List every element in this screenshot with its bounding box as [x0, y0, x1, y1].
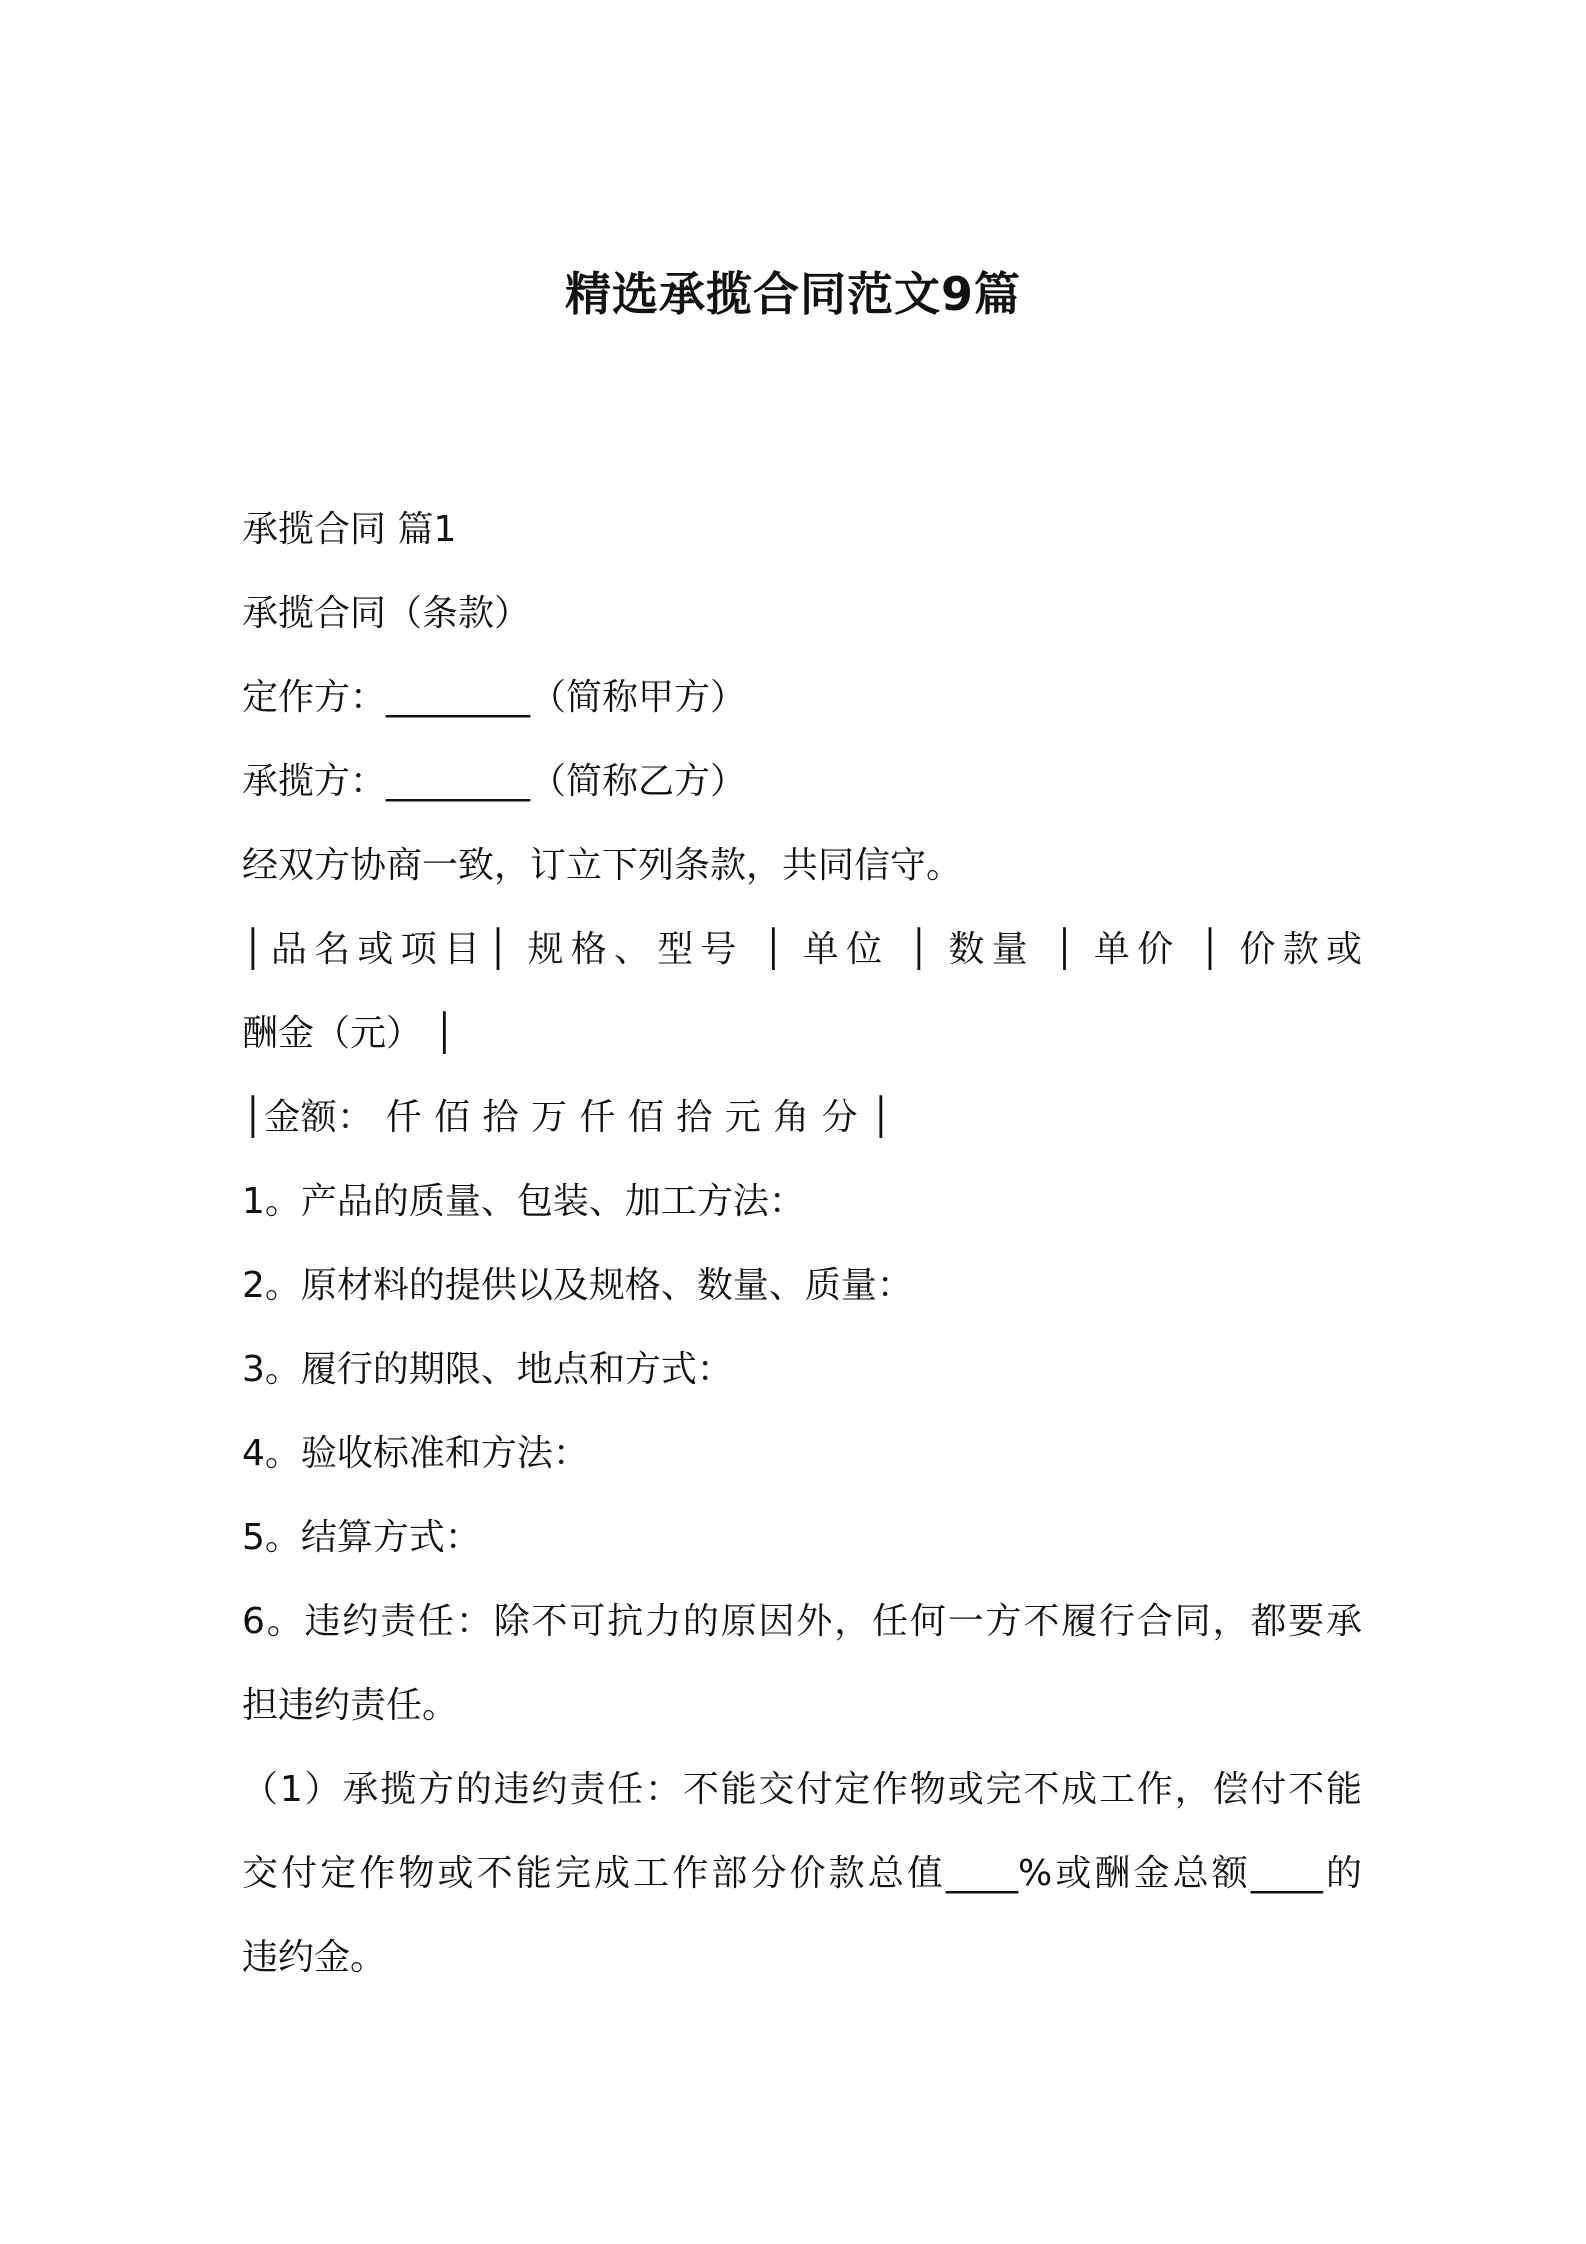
clause-6-line-1: 6。违约责任：除不可抗力的原因外，任何一方不履行合同，都要承	[242, 1601, 1362, 1642]
clause-1: 1。产品的质量、包装、加工方法：	[242, 1181, 805, 1222]
clause-6-sub-1-line-2: 交付定作物或不能完成工作部分价款总值____%或酬金总额____的	[242, 1853, 1362, 1894]
table-header-continuation: 酬金（元） │	[242, 1013, 456, 1054]
section-heading: 承揽合同 篇1	[242, 509, 457, 550]
party-a-line: 定作方：________（简称甲方）	[242, 677, 747, 718]
clause-2: 2。原材料的提供以及规格、数量、质量：	[242, 1265, 913, 1306]
clause-5: 5。结算方式：	[242, 1517, 481, 1558]
clause-6-line-2: 担违约责任。	[242, 1685, 459, 1726]
document-title: 精选承揽合同范文9篇	[564, 267, 1021, 321]
clause-6-sub-1-line-1: （1）承揽方的违约责任：不能交付定作物或完不成工作，偿付不能	[242, 1769, 1362, 1810]
agreement-line: 经双方协商一致，订立下列条款，共同信守。	[242, 845, 963, 886]
clause-3: 3。履行的期限、地点和方式：	[242, 1349, 733, 1390]
contract-subtitle: 承揽合同（条款）	[242, 593, 531, 634]
clause-4: 4。验收标准和方法：	[242, 1433, 589, 1474]
document-body	[242, 488, 1362, 2000]
clause-6-sub-1-line-3: 违约金。	[242, 1937, 387, 1978]
table-header-line: │品名或项目│ 规格、型号 │ 单位 │ 数量 │ 单价 │ 价款或	[242, 929, 1362, 970]
amount-line: │金额： 仟 佰 拾 万 仟 佰 拾 元 角 分 │	[242, 1097, 893, 1138]
party-b-line: 承揽方：________（简称乙方）	[242, 761, 747, 802]
